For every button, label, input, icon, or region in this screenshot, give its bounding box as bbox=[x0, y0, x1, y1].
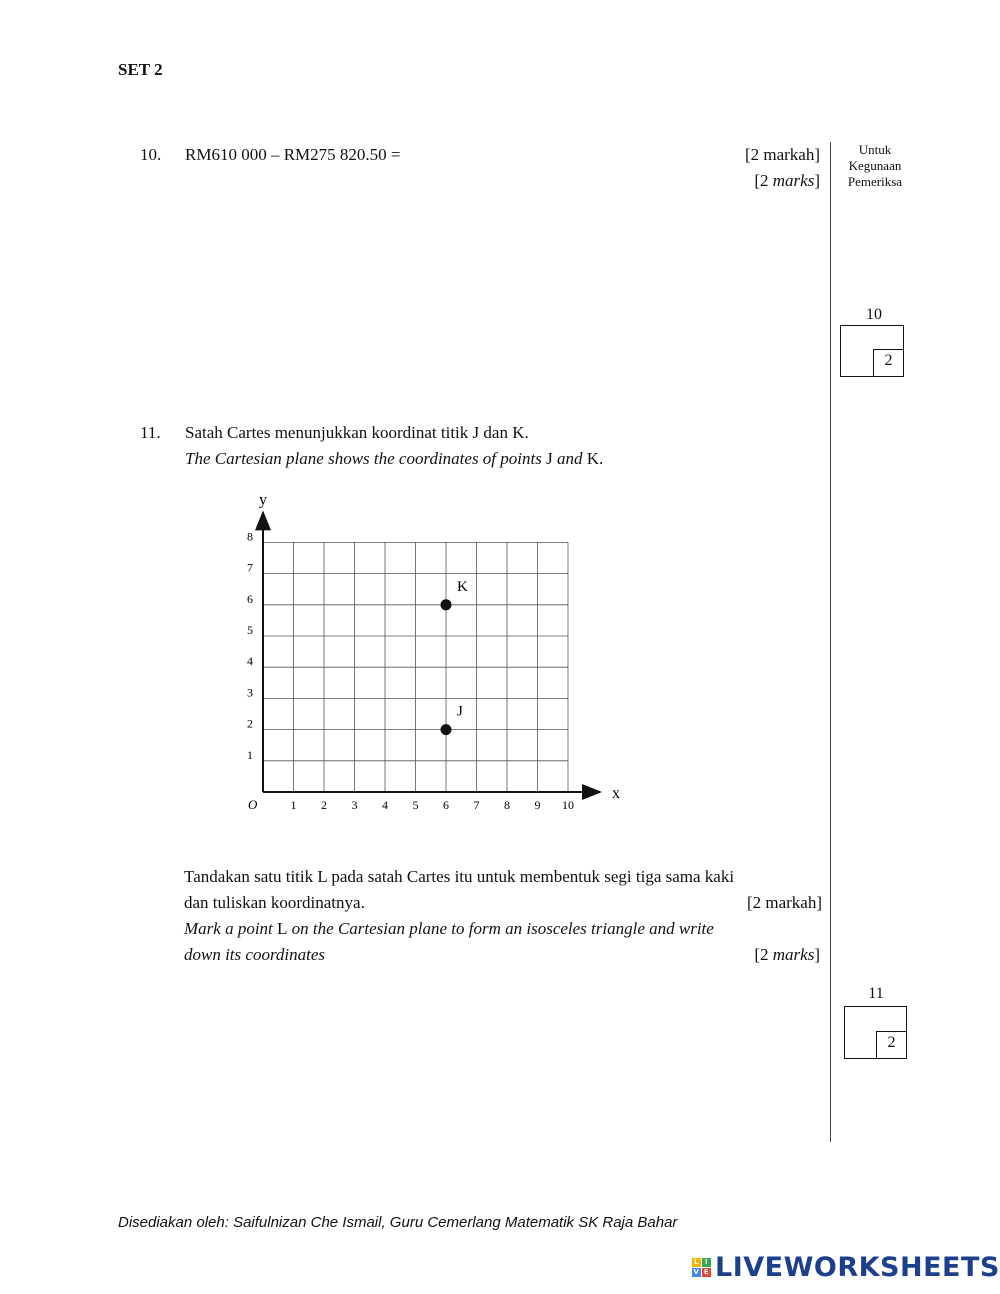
q10-marks-en: [2 marks] bbox=[754, 171, 820, 190]
q10-mark-value: 2 bbox=[873, 349, 903, 376]
chart-points bbox=[441, 579, 469, 735]
x-tick-7: 7 bbox=[473, 798, 480, 812]
y-tick-2: 2 bbox=[247, 716, 253, 731]
liveworksheets-logo-icon bbox=[692, 1258, 711, 1277]
q11-task-marks-en: [2 marks] bbox=[754, 945, 820, 964]
logo-tile-e: E bbox=[703, 1268, 710, 1276]
point-j bbox=[441, 724, 452, 735]
q11-task-en-line2: down its coordinates bbox=[184, 945, 326, 964]
chart-axes bbox=[248, 491, 620, 812]
q11-mark-box bbox=[844, 1006, 907, 1059]
examiner-heading-line2: Kegunaan bbox=[848, 158, 902, 173]
set-label: SET 2 bbox=[118, 60, 163, 79]
y-tick-8: 8 bbox=[247, 529, 253, 544]
q11-number: 11. bbox=[140, 423, 161, 442]
q11-mark-value: 2 bbox=[876, 1031, 906, 1058]
x-tick-6: 6 bbox=[443, 798, 449, 812]
q10-box-number: 10 bbox=[866, 306, 882, 323]
examiner-heading-line3: Pemeriksa bbox=[847, 174, 903, 189]
x-tick-5: 5 bbox=[412, 798, 419, 812]
y-tick-3: 3 bbox=[247, 685, 253, 700]
x-tick-3: 3 bbox=[351, 798, 358, 812]
y-tick-5: 5 bbox=[247, 623, 253, 637]
y-tick-7: 7 bbox=[247, 560, 253, 575]
x-axis-label: x bbox=[612, 785, 620, 802]
y-tick-4: 4 bbox=[247, 654, 253, 669]
q10-marks-ms: [2 markah] bbox=[744, 145, 820, 164]
x-tick-2: 2 bbox=[321, 798, 327, 812]
point-label-k: K bbox=[457, 578, 468, 595]
q10-number: 10. bbox=[140, 145, 162, 164]
logo-tile-v: V bbox=[693, 1268, 700, 1276]
origin-label: O bbox=[248, 797, 258, 812]
logo-tile-l: L bbox=[692, 1258, 701, 1267]
x-tick-1: 1 bbox=[290, 798, 297, 812]
q10-expression: RM610 000 – RM275 820.50 = bbox=[185, 145, 401, 164]
examiner-heading-line1: Untuk bbox=[858, 142, 892, 157]
y-axis-label: y bbox=[259, 491, 267, 509]
point-k bbox=[441, 599, 452, 610]
logo-tile-i: I bbox=[702, 1258, 711, 1267]
x-tick-8: 8 bbox=[504, 798, 510, 812]
x-tick-10: 10 bbox=[562, 798, 574, 812]
point-label-j: J bbox=[457, 703, 463, 720]
q11-task-marks-ms: [2 markah] bbox=[746, 893, 822, 912]
q11-task-en-line1: Mark a point L on the Cartesian plane to form an isosceles triangle and write bbox=[184, 919, 714, 938]
q11-task-ms-line1: Tandakan satu titik L pada satah Cartes itu untuk membentuk segi tiga sama kaki bbox=[184, 867, 735, 886]
q11-statement-en: The Cartesian plane shows the coordinates of points J and K. bbox=[185, 449, 604, 468]
y-tick-1: 1 bbox=[247, 747, 253, 762]
q11-statement-ms: Satah Cartes menunjukkan koordinat titik J dan K. bbox=[185, 423, 529, 442]
x-tick-4: 4 bbox=[382, 798, 388, 812]
q11-task-ms-line2: dan tuliskan koordinatnya. bbox=[184, 893, 365, 912]
liveworksheets-logo-text: LIVEWORKSHEETS bbox=[715, 1252, 1000, 1283]
chart-grid bbox=[263, 542, 568, 792]
chart-tick-labels bbox=[247, 529, 574, 812]
q11-box-number: 11 bbox=[868, 985, 884, 1002]
footer-credit: Disediakan oleh: Saifulnizan Che Ismail, Guru Cemerlang Matematik SK Raja Bahar bbox=[118, 1214, 678, 1231]
y-tick-6: 6 bbox=[247, 591, 253, 606]
x-tick-9: 9 bbox=[534, 798, 541, 812]
liveworksheets-logo[interactable] bbox=[692, 1252, 1000, 1283]
